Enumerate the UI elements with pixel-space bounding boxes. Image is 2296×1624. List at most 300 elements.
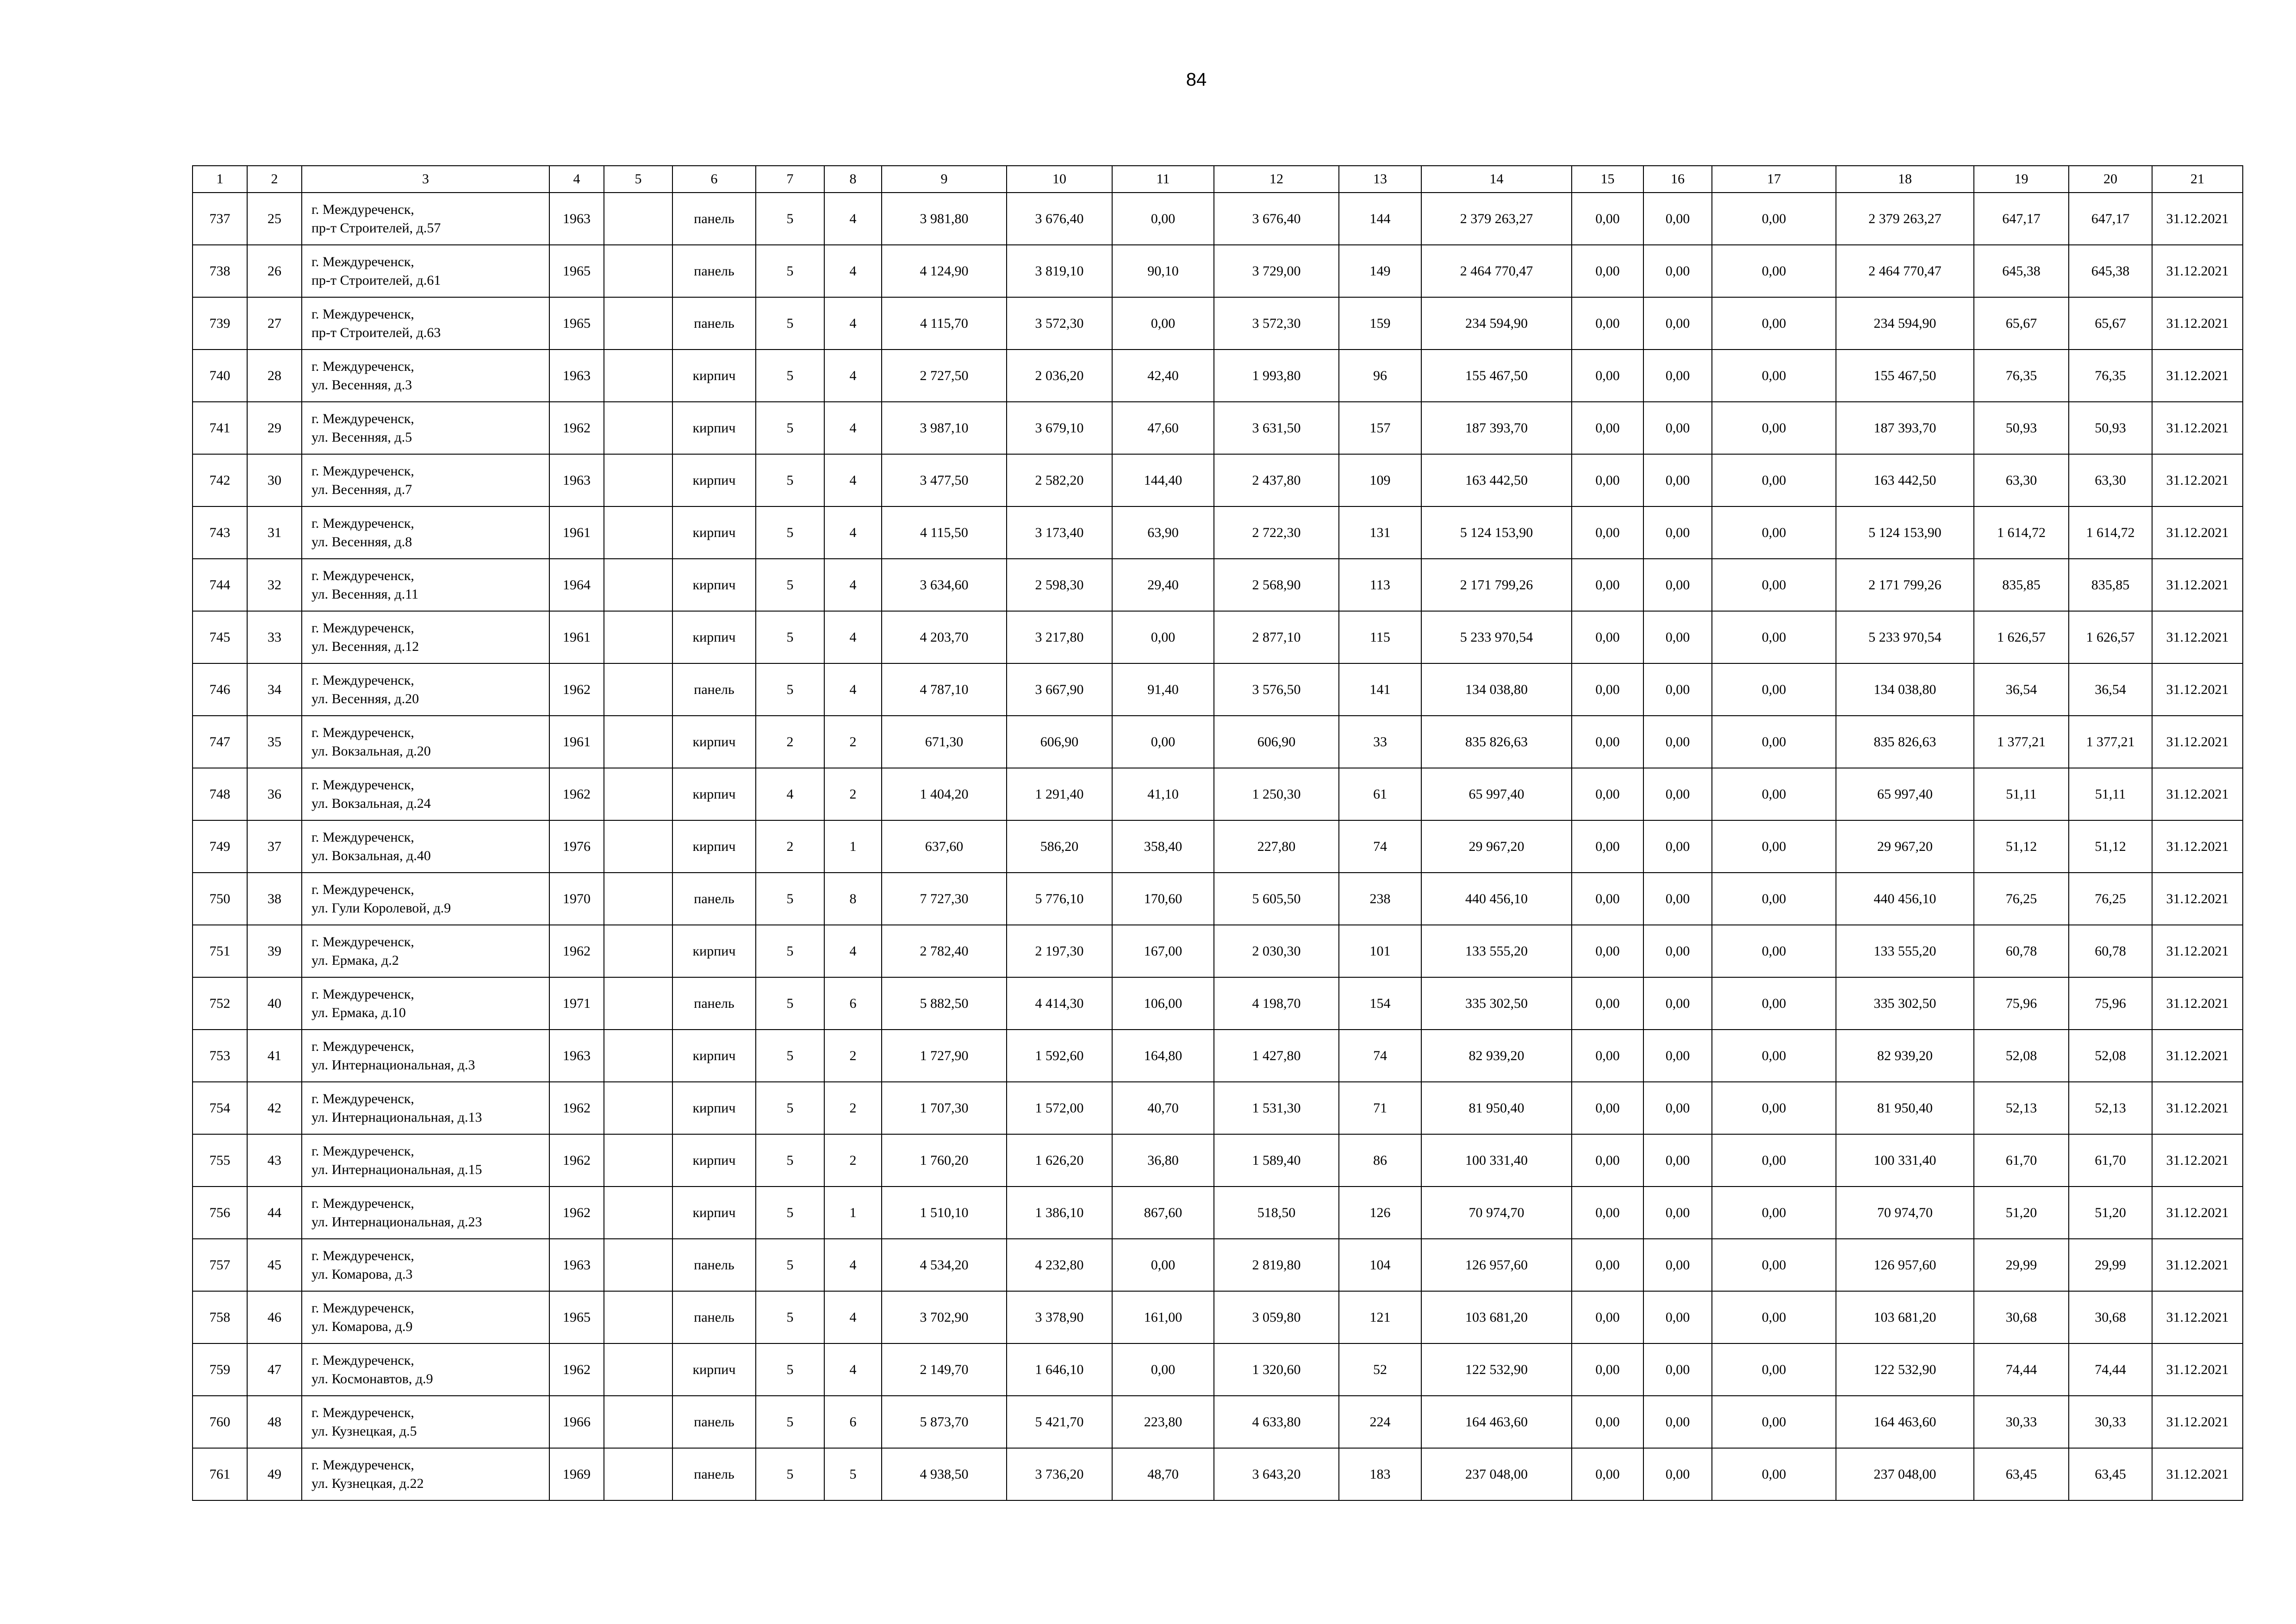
cell-col-16: 0,00: [1643, 1030, 1712, 1082]
address-city: г. Междуреченск,: [311, 306, 414, 322]
cell-col-13: 109: [1339, 454, 1421, 506]
cell-col-18: 126 957,60: [1836, 1239, 1974, 1291]
address-street: пр-т Строителей, д.63: [311, 325, 441, 340]
cell-col-6: кирпич: [672, 1187, 756, 1239]
cell-col-20: 29,99: [2069, 1239, 2152, 1291]
cell-col-16: 0,00: [1643, 611, 1712, 663]
cell-col-5: [604, 1030, 672, 1082]
cell-col-21: 31.12.2021: [2152, 1030, 2243, 1082]
address-street: пр-т Строителей, д.57: [311, 220, 441, 236]
cell-col-1: 755: [193, 1134, 247, 1187]
cell-col-10: 3 378,90: [1007, 1291, 1112, 1343]
address-cell: [302, 663, 549, 716]
cell-col-16: 0,00: [1643, 506, 1712, 559]
cell-col-6: кирпич: [672, 1030, 756, 1082]
cell-col-9: 7 727,30: [882, 873, 1007, 925]
cell-col-6: кирпич: [672, 611, 756, 663]
cell-col-12: 1 427,80: [1214, 1030, 1339, 1082]
address-city: г. Междуреченск,: [311, 725, 414, 740]
table-row: [193, 1134, 2243, 1187]
cell-col-18: 29 967,20: [1836, 820, 1974, 873]
column-header-19: 19: [1974, 166, 2069, 193]
cell-col-1: 758: [193, 1291, 247, 1343]
cell-col-15: 0,00: [1572, 768, 1643, 820]
cell-col-1: 751: [193, 925, 247, 977]
cell-col-17: 0,00: [1712, 873, 1836, 925]
address-street: ул. Космонавтов, д.9: [311, 1371, 433, 1387]
cell-col-7: 5: [756, 1448, 824, 1500]
cell-col-2: 48: [247, 1396, 302, 1448]
cell-col-6: панель: [672, 297, 756, 350]
cell-col-20: 76,35: [2069, 350, 2152, 402]
cell-col-10: 1 291,40: [1007, 768, 1112, 820]
cell-col-20: 1 614,72: [2069, 506, 2152, 559]
cell-col-21: 31.12.2021: [2152, 820, 2243, 873]
cell-col-14: 2 379 263,27: [1421, 193, 1572, 245]
cell-col-20: 76,25: [2069, 873, 2152, 925]
cell-col-6: кирпич: [672, 1082, 756, 1134]
cell-col-9: 3 702,90: [882, 1291, 1007, 1343]
address-cell: [302, 1187, 549, 1239]
table-row: [193, 663, 2243, 716]
cell-col-19: 51,12: [1974, 820, 2069, 873]
cell-col-20: 50,93: [2069, 402, 2152, 454]
cell-col-4: 1961: [549, 506, 604, 559]
cell-col-15: 0,00: [1572, 1187, 1643, 1239]
cell-col-12: 2 819,80: [1214, 1239, 1339, 1291]
address-street: ул. Гули Королевой, д.9: [311, 900, 451, 916]
cell-col-8: 4: [824, 1291, 882, 1343]
cell-col-4: 1970: [549, 873, 604, 925]
cell-col-12: 2 030,30: [1214, 925, 1339, 977]
cell-col-8: 4: [824, 663, 882, 716]
cell-col-20: 52,08: [2069, 1030, 2152, 1082]
cell-col-8: 4: [824, 611, 882, 663]
cell-col-16: 0,00: [1643, 1291, 1712, 1343]
cell-col-6: кирпич: [672, 925, 756, 977]
cell-col-4: 1962: [549, 1082, 604, 1134]
cell-col-21: 31.12.2021: [2152, 559, 2243, 611]
cell-col-16: 0,00: [1643, 768, 1712, 820]
cell-col-15: 0,00: [1572, 402, 1643, 454]
cell-col-13: 113: [1339, 559, 1421, 611]
cell-col-16: 0,00: [1643, 1448, 1712, 1500]
table-row: [193, 1082, 2243, 1134]
cell-col-10: 1 386,10: [1007, 1187, 1112, 1239]
cell-col-16: 0,00: [1643, 925, 1712, 977]
cell-col-12: 1 531,30: [1214, 1082, 1339, 1134]
column-header-8: 8: [824, 166, 882, 193]
cell-col-21: 31.12.2021: [2152, 1343, 2243, 1396]
cell-col-16: 0,00: [1643, 245, 1712, 297]
cell-col-7: 5: [756, 1187, 824, 1239]
cell-col-19: 60,78: [1974, 925, 2069, 977]
cell-col-8: 4: [824, 925, 882, 977]
cell-col-5: [604, 977, 672, 1030]
cell-col-6: панель: [672, 1291, 756, 1343]
cell-col-16: 0,00: [1643, 716, 1712, 768]
cell-col-21: 31.12.2021: [2152, 1187, 2243, 1239]
cell-col-7: 5: [756, 559, 824, 611]
cell-col-15: 0,00: [1572, 193, 1643, 245]
cell-col-13: 154: [1339, 977, 1421, 1030]
cell-col-14: 29 967,20: [1421, 820, 1572, 873]
cell-col-8: 4: [824, 193, 882, 245]
cell-col-8: 1: [824, 820, 882, 873]
cell-col-13: 141: [1339, 663, 1421, 716]
cell-col-18: 5 124 153,90: [1836, 506, 1974, 559]
cell-col-5: [604, 1239, 672, 1291]
cell-col-8: 4: [824, 297, 882, 350]
cell-col-7: 5: [756, 1134, 824, 1187]
cell-col-1: 757: [193, 1239, 247, 1291]
cell-col-14: 155 467,50: [1421, 350, 1572, 402]
cell-col-12: 2 437,80: [1214, 454, 1339, 506]
cell-col-5: [604, 768, 672, 820]
table-row: [193, 716, 2243, 768]
table-row: [193, 350, 2243, 402]
cell-col-2: 36: [247, 768, 302, 820]
cell-col-16: 0,00: [1643, 1187, 1712, 1239]
table-row: [193, 245, 2243, 297]
cell-col-10: 3 676,40: [1007, 193, 1112, 245]
cell-col-12: 2 722,30: [1214, 506, 1339, 559]
cell-col-9: 1 510,10: [882, 1187, 1007, 1239]
address-cell: [302, 716, 549, 768]
cell-col-5: [604, 454, 672, 506]
cell-col-20: 1 377,21: [2069, 716, 2152, 768]
address-street: ул. Весенняя, д.20: [311, 691, 419, 706]
cell-col-1: 748: [193, 768, 247, 820]
cell-col-13: 101: [1339, 925, 1421, 977]
address-street: ул. Весенняя, д.12: [311, 638, 419, 654]
cell-col-4: 1963: [549, 193, 604, 245]
cell-col-2: 32: [247, 559, 302, 611]
cell-col-1: 747: [193, 716, 247, 768]
cell-col-11: 0,00: [1112, 611, 1214, 663]
address-cell: [302, 873, 549, 925]
cell-col-10: 3 819,10: [1007, 245, 1112, 297]
cell-col-5: [604, 350, 672, 402]
cell-col-18: 81 950,40: [1836, 1082, 1974, 1134]
cell-col-10: 2 036,20: [1007, 350, 1112, 402]
cell-col-14: 126 957,60: [1421, 1239, 1572, 1291]
cell-col-4: 1965: [549, 245, 604, 297]
cell-col-10: 606,90: [1007, 716, 1112, 768]
cell-col-19: 65,67: [1974, 297, 2069, 350]
cell-col-9: 5 882,50: [882, 977, 1007, 1030]
cell-col-6: панель: [672, 1396, 756, 1448]
cell-col-2: 44: [247, 1187, 302, 1239]
cell-col-9: 1 760,20: [882, 1134, 1007, 1187]
cell-col-15: 0,00: [1572, 1291, 1643, 1343]
cell-col-14: 2 171 799,26: [1421, 559, 1572, 611]
cell-col-15: 0,00: [1572, 297, 1643, 350]
cell-col-14: 65 997,40: [1421, 768, 1572, 820]
cell-col-10: 2 582,20: [1007, 454, 1112, 506]
cell-col-2: 31: [247, 506, 302, 559]
table-row: [193, 1448, 2243, 1500]
cell-col-16: 0,00: [1643, 1343, 1712, 1396]
table-row: [193, 1030, 2243, 1082]
cell-col-11: 90,10: [1112, 245, 1214, 297]
cell-col-2: 29: [247, 402, 302, 454]
address-street: ул. Весенняя, д.8: [311, 534, 412, 550]
cell-col-14: 440 456,10: [1421, 873, 1572, 925]
cell-col-13: 157: [1339, 402, 1421, 454]
cell-col-19: 647,17: [1974, 193, 2069, 245]
cell-col-12: 1 993,80: [1214, 350, 1339, 402]
cell-col-18: 134 038,80: [1836, 663, 1974, 716]
cell-col-7: 5: [756, 1239, 824, 1291]
cell-col-11: 40,70: [1112, 1082, 1214, 1134]
cell-col-12: 2 877,10: [1214, 611, 1339, 663]
address-street: ул. Интернациональная, д.3: [311, 1057, 475, 1073]
address-city: г. Междуреченск,: [311, 1143, 414, 1159]
address-cell: [302, 1448, 549, 1500]
cell-col-18: 335 302,50: [1836, 977, 1974, 1030]
cell-col-10: 1 626,20: [1007, 1134, 1112, 1187]
cell-col-10: 3 173,40: [1007, 506, 1112, 559]
cell-col-10: 5 421,70: [1007, 1396, 1112, 1448]
address-cell: [302, 1030, 549, 1082]
cell-col-19: 61,70: [1974, 1134, 2069, 1187]
cell-col-12: 3 676,40: [1214, 193, 1339, 245]
cell-col-4: 1971: [549, 977, 604, 1030]
table-row: [193, 820, 2243, 873]
table-row: [193, 506, 2243, 559]
cell-col-4: 1963: [549, 350, 604, 402]
cell-col-20: 30,68: [2069, 1291, 2152, 1343]
cell-col-17: 0,00: [1712, 1396, 1836, 1448]
address-cell: [302, 402, 549, 454]
cell-col-11: 0,00: [1112, 193, 1214, 245]
cell-col-11: 144,40: [1112, 454, 1214, 506]
cell-col-1: 743: [193, 506, 247, 559]
cell-col-4: 1962: [549, 663, 604, 716]
cell-col-6: кирпич: [672, 1343, 756, 1396]
cell-col-20: 835,85: [2069, 559, 2152, 611]
cell-col-13: 74: [1339, 820, 1421, 873]
cell-col-8: 1: [824, 1187, 882, 1239]
cell-col-19: 835,85: [1974, 559, 2069, 611]
cell-col-7: 5: [756, 454, 824, 506]
cell-col-2: 30: [247, 454, 302, 506]
address-city: г. Междуреченск,: [311, 934, 414, 949]
cell-col-16: 0,00: [1643, 454, 1712, 506]
cell-col-4: 1961: [549, 611, 604, 663]
cell-col-17: 0,00: [1712, 1343, 1836, 1396]
cell-col-16: 0,00: [1643, 1134, 1712, 1187]
cell-col-21: 31.12.2021: [2152, 977, 2243, 1030]
cell-col-18: 133 555,20: [1836, 925, 1974, 977]
table-row: [193, 611, 2243, 663]
cell-col-17: 0,00: [1712, 1448, 1836, 1500]
column-header-16: 16: [1643, 166, 1712, 193]
column-header-7: 7: [756, 166, 824, 193]
cell-col-16: 0,00: [1643, 193, 1712, 245]
cell-col-11: 358,40: [1112, 820, 1214, 873]
address-city: г. Междуреченск,: [311, 1091, 414, 1106]
cell-col-12: 1 320,60: [1214, 1343, 1339, 1396]
address-city: г. Междуреченск,: [311, 620, 414, 636]
cell-col-9: 3 477,50: [882, 454, 1007, 506]
cell-col-12: 1 589,40: [1214, 1134, 1339, 1187]
cell-col-17: 0,00: [1712, 820, 1836, 873]
cell-col-14: 835 826,63: [1421, 716, 1572, 768]
cell-col-15: 0,00: [1572, 820, 1643, 873]
cell-col-19: 29,99: [1974, 1239, 2069, 1291]
cell-col-21: 31.12.2021: [2152, 1396, 2243, 1448]
cell-col-4: 1962: [549, 1343, 604, 1396]
address-cell: [302, 506, 549, 559]
cell-col-4: 1963: [549, 454, 604, 506]
table-row: [193, 1396, 2243, 1448]
cell-col-6: панель: [672, 193, 756, 245]
cell-col-12: 1 250,30: [1214, 768, 1339, 820]
cell-col-15: 0,00: [1572, 611, 1643, 663]
address-cell: [302, 350, 549, 402]
table-row: [193, 873, 2243, 925]
cell-col-13: 131: [1339, 506, 1421, 559]
cell-col-11: 91,40: [1112, 663, 1214, 716]
cell-col-13: 224: [1339, 1396, 1421, 1448]
cell-col-8: 4: [824, 506, 882, 559]
cell-col-10: 1 592,60: [1007, 1030, 1112, 1082]
cell-col-8: 4: [824, 559, 882, 611]
cell-col-12: 3 631,50: [1214, 402, 1339, 454]
cell-col-19: 1 377,21: [1974, 716, 2069, 768]
address-cell: [302, 297, 549, 350]
address-street: ул. Кузнецкая, д.22: [311, 1475, 424, 1491]
cell-col-20: 61,70: [2069, 1134, 2152, 1187]
cell-col-17: 0,00: [1712, 402, 1836, 454]
cell-col-11: 223,80: [1112, 1396, 1214, 1448]
address-cell: [302, 925, 549, 977]
cell-col-10: 2 197,30: [1007, 925, 1112, 977]
cell-col-12: 5 605,50: [1214, 873, 1339, 925]
cell-col-8: 6: [824, 1396, 882, 1448]
cell-col-10: 3 679,10: [1007, 402, 1112, 454]
cell-col-20: 647,17: [2069, 193, 2152, 245]
address-cell: [302, 1343, 549, 1396]
cell-col-6: панель: [672, 1239, 756, 1291]
cell-col-13: 149: [1339, 245, 1421, 297]
cell-col-13: 121: [1339, 1291, 1421, 1343]
cell-col-18: 2 171 799,26: [1836, 559, 1974, 611]
cell-col-11: 0,00: [1112, 1343, 1214, 1396]
address-street: ул. Ермака, д.10: [311, 1005, 406, 1020]
cell-col-11: 47,60: [1112, 402, 1214, 454]
cell-col-17: 0,00: [1712, 193, 1836, 245]
table-row: [193, 1343, 2243, 1396]
table-row: [193, 454, 2243, 506]
cell-col-9: 1 727,90: [882, 1030, 1007, 1082]
cell-col-1: 749: [193, 820, 247, 873]
cell-col-19: 76,35: [1974, 350, 2069, 402]
cell-col-10: 3 667,90: [1007, 663, 1112, 716]
cell-col-7: 5: [756, 925, 824, 977]
cell-col-11: 0,00: [1112, 716, 1214, 768]
cell-col-14: 163 442,50: [1421, 454, 1572, 506]
cell-col-4: 1962: [549, 1187, 604, 1239]
cell-col-13: 126: [1339, 1187, 1421, 1239]
cell-col-4: 1962: [549, 402, 604, 454]
cell-col-7: 5: [756, 402, 824, 454]
cell-col-2: 28: [247, 350, 302, 402]
column-header-12: 12: [1214, 166, 1339, 193]
cell-col-5: [604, 925, 672, 977]
cell-col-7: 5: [756, 663, 824, 716]
cell-col-7: 5: [756, 193, 824, 245]
cell-col-8: 8: [824, 873, 882, 925]
table-row: [193, 1239, 2243, 1291]
address-street: ул. Вокзальная, д.24: [311, 795, 431, 811]
cell-col-7: 5: [756, 977, 824, 1030]
cell-col-16: 0,00: [1643, 663, 1712, 716]
cell-col-18: 163 442,50: [1836, 454, 1974, 506]
cell-col-12: 3 572,30: [1214, 297, 1339, 350]
address-city: г. Междуреченск,: [311, 568, 414, 583]
address-city: г. Междуреченск,: [311, 254, 414, 269]
cell-col-5: [604, 297, 672, 350]
cell-col-1: 750: [193, 873, 247, 925]
cell-col-6: панель: [672, 245, 756, 297]
cell-col-14: 81 950,40: [1421, 1082, 1572, 1134]
table-row: [193, 977, 2243, 1030]
cell-col-1: 744: [193, 559, 247, 611]
cell-col-14: 187 393,70: [1421, 402, 1572, 454]
cell-col-16: 0,00: [1643, 1082, 1712, 1134]
cell-col-13: 238: [1339, 873, 1421, 925]
cell-col-5: [604, 1343, 672, 1396]
cell-col-11: 0,00: [1112, 297, 1214, 350]
cell-col-15: 0,00: [1572, 1134, 1643, 1187]
address-street: ул. Весенняя, д.5: [311, 429, 412, 445]
cell-col-7: 4: [756, 768, 824, 820]
address-street: ул. Вокзальная, д.40: [311, 848, 431, 863]
column-header-6: 6: [672, 166, 756, 193]
cell-col-13: 183: [1339, 1448, 1421, 1500]
cell-col-18: 82 939,20: [1836, 1030, 1974, 1082]
cell-col-8: 2: [824, 1030, 882, 1082]
address-city: г. Междуреченск,: [311, 358, 414, 374]
cell-col-2: 26: [247, 245, 302, 297]
cell-col-15: 0,00: [1572, 716, 1643, 768]
cell-col-6: кирпич: [672, 559, 756, 611]
cell-col-1: 753: [193, 1030, 247, 1082]
table-row: [193, 297, 2243, 350]
cell-col-21: 31.12.2021: [2152, 506, 2243, 559]
address-city: г. Междуреченск,: [311, 411, 414, 426]
cell-col-13: 115: [1339, 611, 1421, 663]
cell-col-14: 133 555,20: [1421, 925, 1572, 977]
address-city: г. Междуреченск,: [311, 1195, 414, 1211]
cell-col-7: 2: [756, 820, 824, 873]
cell-col-5: [604, 1448, 672, 1500]
cell-col-2: 33: [247, 611, 302, 663]
cell-col-15: 0,00: [1572, 977, 1643, 1030]
cell-col-4: 1966: [549, 1396, 604, 1448]
cell-col-9: 4 787,10: [882, 663, 1007, 716]
cell-col-8: 4: [824, 1239, 882, 1291]
cell-col-6: кирпич: [672, 1134, 756, 1187]
cell-col-21: 31.12.2021: [2152, 611, 2243, 663]
table-row: [193, 559, 2243, 611]
cell-col-20: 36,54: [2069, 663, 2152, 716]
cell-col-5: [604, 820, 672, 873]
cell-col-16: 0,00: [1643, 1239, 1712, 1291]
